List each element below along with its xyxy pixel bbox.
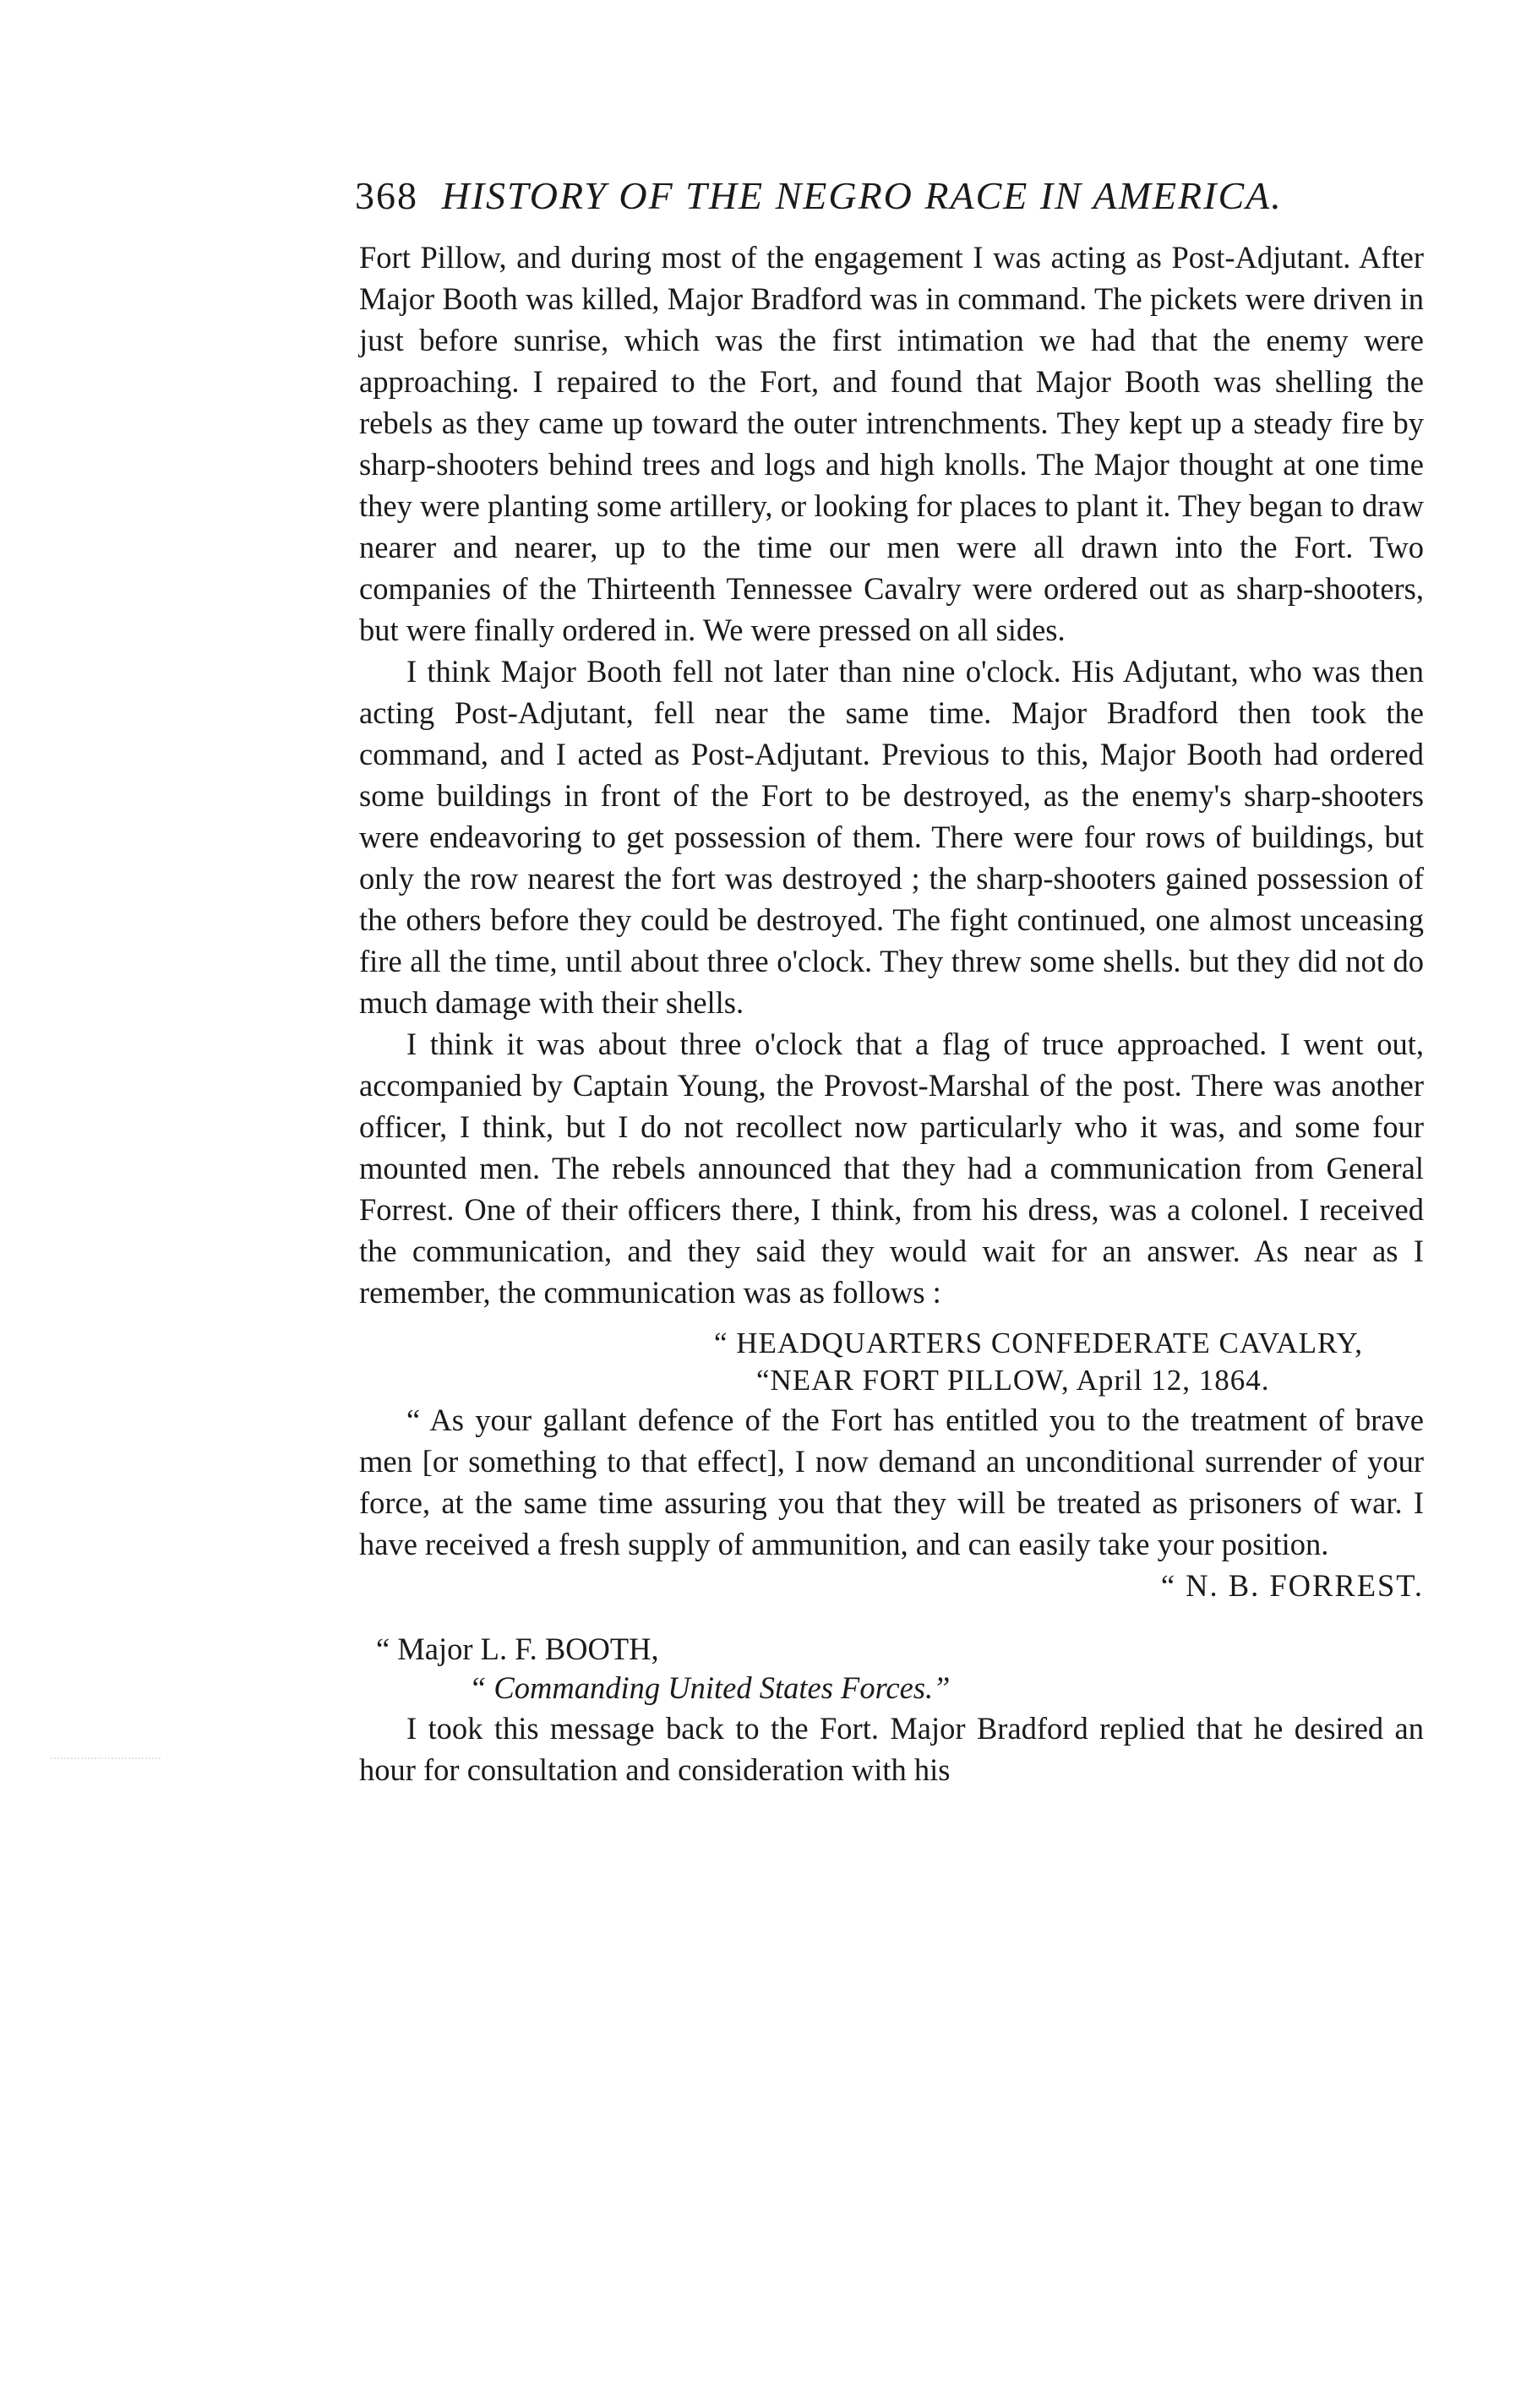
paragraph-closing: I took this message back to the Fort. Major Bradford replied that he desired an hour for consultation and consideration with his — [359, 1711, 1424, 1787]
page-smudge — [51, 1757, 161, 1762]
letter-signature: “ N. B. FORREST. — [1160, 1568, 1424, 1603]
letter-body: “ As your gallant defence of the Fort has entitled you to the treatment of brave men [or something to that effect], I now demand an unconditional surrender of your force, at the same time assuring you that they will be treated as prisoners of war. I have received a fresh supply of ammunition, and can easily take your position. — [359, 1403, 1424, 1561]
paragraph-fort-pillow: Fort Pillow, and during most of the engagement I was acting as Post-Adjutant. After Major Booth was killed, Major Bradford was in command. The pickets were driven in just before sunrise, which was the first intimation we had that the enemy were approaching. I repaired to the Fort, and found that Major Booth was shelling the rebels as they came up toward the outer intrenchments. They kept up a steady fire by sharp-shooters behind trees and logs and high knolls. The Major thought at one time they were planting some artillery, or looking for places to plant it. They began to draw nearer and nearer, up to the time our men were all drawn into the Fort. Two companies of the Thirteenth Tennessee Cavalry were ordered out as sharp-shooters, but were finally ordered in. We were pressed on all sides. — [359, 240, 1424, 647]
letter-heading-line-2: “NEAR FORT PILLOW, April 12, 1864. — [756, 1364, 1270, 1397]
running-head — [355, 173, 1436, 218]
letter-addressee: “ Major L. F. BOOTH, — [376, 1632, 659, 1666]
running-title: HISTORY OF THE NEGRO RACE IN AMERICA. — [441, 174, 1283, 217]
letter-addressee-title: “ Commanding United States Forces.” — [469, 1670, 951, 1705]
paragraph-flag-of-truce: I think it was about three o'clock that a flag of truce approached. I went out, accompanied by Captain Young, the Provost-Marshal of the post. There was another officer, I think, but I do not recollect now particularly who it was, and some four mounted men. The rebels announced that they had a communication from General Forrest. One of their officers there, I think, from his dress, was a colonel. I received the communication, and they said they would wait for an answer. As near as I remember, the communication was as follows : — [359, 1027, 1424, 1310]
letter-heading-line-1: “ HEADQUARTERS CONFEDERATE CAVALRY, — [714, 1327, 1363, 1359]
page-number: 368 — [355, 174, 418, 217]
paragraph-major-booth: I think Major Booth fell not later than nine o'clock. His Adjutant, who was then acting Post-Adjutant, fell near the same time. Major Bradford then took the command, and I acted as Post-Adjutant. Previous to this, Major Booth had ordered some buildings in front of the Fort to be destroyed, as the enemy's sharp-shooters were endeavoring to get possession of them. There were four rows of buildings, but only the row nearest the fort was destroyed ; the sharp-shooters gained possession of the others before they could be destroyed. The fight continued, one almost unceasing fire all the time, until about three o'clock. They threw some shells. but they did not do much damage with their shells. — [359, 654, 1424, 1020]
letter-heading — [359, 1325, 1424, 1399]
body-text — [359, 237, 1424, 1790]
letter-address — [359, 1630, 1424, 1708]
